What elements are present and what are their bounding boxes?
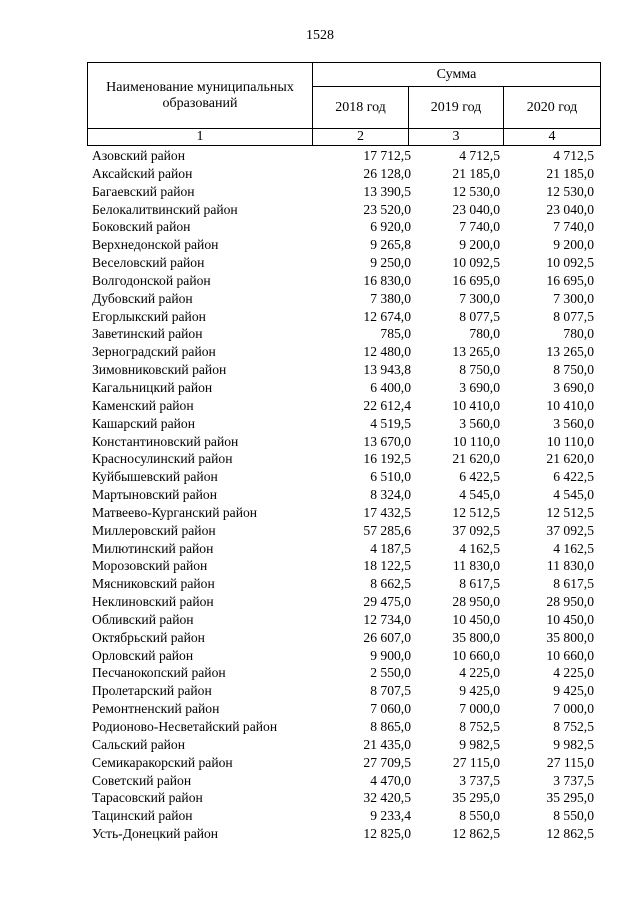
amount-2018: 8 865,0 [370,719,411,734]
amount-2018: 13 670,0 [363,433,411,449]
district-name: Неклиновский район [92,594,214,610]
amount-2018: 29 475,0 [363,594,411,610]
amount-2019: 7 740,0 [459,219,500,235]
amount-2020: 3 690,0 [553,379,594,395]
table-row [87,664,601,682]
amount-2019: 7 000,0 [459,701,500,717]
table-row [87,629,601,647]
district-name: Багаевский район [92,183,195,199]
amount-2020: 27 115,0 [546,754,594,770]
table-row [87,415,601,433]
amount-2020: 35 295,0 [546,790,594,806]
district-name: Константиновский район [92,433,239,449]
amount-2020: 9 425,0 [553,683,594,699]
amount-2019: 8 077,5 [459,308,500,324]
amount-2019: 8 752,5 [459,719,500,734]
page-number: 1528 [306,28,334,43]
table-body [87,147,601,843]
amount-2019: 4 712,5 [459,148,500,163]
amount-2020: 13 265,0 [546,344,594,360]
amount-2019: 8 617,5 [459,576,500,592]
amount-2018: 7 060,0 [370,701,411,717]
table-row [87,718,601,736]
amount-2018: 8 662,5 [370,576,411,592]
table-row [87,308,601,326]
amount-2019: 6 422,5 [459,469,500,485]
table-row [87,397,601,415]
district-name: Родионово-Несветайский район [92,719,278,734]
header-col-number-3: 3 [452,129,460,144]
district-name: Тацинский район [92,808,193,824]
district-name: Зимовниковский район [92,362,227,378]
district-name: Дубовский район [92,290,193,306]
table-row [87,557,601,575]
district-name: Тарасовский район [92,790,203,806]
table-row [87,575,601,593]
amount-2019: 35 295,0 [452,790,500,806]
amount-2019: 28 950,0 [452,594,500,610]
amount-2019: 27 115,0 [452,754,500,770]
amount-2019: 11 830,0 [452,558,500,574]
amount-2019: 780,0 [469,326,500,342]
amount-2020: 8 617,5 [553,576,594,592]
district-name: Октябрьский район [92,629,205,645]
table-row [87,325,601,343]
amount-2018: 16 830,0 [363,272,411,288]
amount-2019: 13 265,0 [452,344,500,360]
amount-2019: 8 750,0 [459,362,500,378]
table-row [87,450,601,468]
header-year-2020: 2020 год [526,99,578,115]
amount-2020: 4 545,0 [553,487,594,503]
header-col-number-2: 2 [357,129,364,144]
district-name: Красносулинский район [92,451,233,467]
amount-2018: 27 709,5 [363,754,411,770]
district-name: Милютинский район [92,540,214,556]
amount-2020: 7 300,0 [553,290,594,306]
amount-2018: 9 233,4 [370,808,411,824]
district-name: Семикаракорский район [92,754,233,770]
table-row [87,611,601,629]
district-name: Кагальницкий район [92,379,213,395]
district-name: Морозовский район [92,558,208,574]
table-row [87,236,601,254]
amount-2018: 8 324,0 [370,487,411,503]
amount-2018: 17 432,5 [363,504,411,520]
amount-2020: 8 550,0 [553,808,594,824]
district-name: Сальский район [92,736,185,752]
amount-2019: 12 862,5 [452,826,500,842]
amount-2020: 23 040,0 [546,201,594,217]
table-row [87,700,601,718]
amount-2020: 8 752,5 [553,719,594,734]
amount-2018: 17 712,5 [363,148,411,163]
amount-2018: 18 122,5 [363,558,411,574]
amount-2018: 4 470,0 [370,772,411,788]
district-name: Песчанокопский район [92,665,226,681]
table-row [87,218,601,236]
amount-2019: 10 110,0 [452,433,500,449]
amount-2018: 6 920,0 [370,219,411,235]
amount-2019: 3 690,0 [459,379,500,395]
amount-2018: 12 734,0 [363,611,411,627]
table-row [87,343,601,361]
amount-2018: 12 480,0 [363,344,411,360]
amount-2020: 21 185,0 [546,165,594,181]
table-row [87,807,601,825]
district-name: Каменский район [92,397,194,413]
district-name: Пролетарский район [92,683,212,699]
amount-2020: 28 950,0 [546,594,594,610]
header-year-2019: 2019 год [430,99,482,115]
amount-2019: 4 162,5 [459,540,500,556]
amount-2019: 21 185,0 [452,165,500,181]
amount-2018: 13 390,5 [363,183,411,199]
header-border-right [600,62,601,146]
amount-2018: 16 192,5 [363,451,411,467]
table-row [87,201,601,219]
amount-2018: 23 520,0 [363,201,411,217]
amount-2020: 10 410,0 [546,397,594,413]
table-row [87,468,601,486]
district-name: Белокалитвинский район [92,201,238,217]
amount-2018: 785,0 [380,326,411,342]
district-name: Веселовский район [92,255,205,271]
amount-2019: 12 512,5 [452,504,500,520]
amount-2020: 37 092,5 [546,522,594,538]
amount-2018: 8 707,5 [370,683,411,699]
amount-2018: 9 265,8 [370,237,411,253]
district-name: Куйбышевский район [92,469,218,485]
amount-2020: 3 737,5 [553,772,594,788]
district-name: Боковский район [92,219,191,235]
table-header [87,62,601,146]
amount-2020: 10 110,0 [546,433,594,449]
district-name: Миллеровский район [92,522,216,538]
amount-2019: 10 092,5 [452,255,500,271]
table-row [87,682,601,700]
amount-2019: 4 545,0 [459,487,500,503]
district-name: Кашарский район [92,415,195,431]
amount-2020: 9 982,5 [553,736,594,752]
district-name: Ремонтненский район [92,701,220,717]
amount-2018: 6 510,0 [370,469,411,485]
amount-2018: 2 550,0 [370,665,411,681]
header-sum-group: Сумма [436,66,477,82]
header-col-number-1: 1 [196,129,204,144]
district-name: Обливский район [92,611,194,627]
table-row [87,593,601,611]
district-name: Орловский район [92,647,194,663]
district-name: Усть-Донецкий район [92,826,219,842]
amount-2018: 22 612,4 [363,397,411,413]
table-row [87,361,601,379]
amount-2018: 9 250,0 [370,255,411,271]
district-name: Егорлыкский район [92,308,206,324]
district-name: Советский район [92,772,192,788]
table-row [87,254,601,272]
table-row [87,540,601,558]
district-name: Аксайский район [92,165,193,181]
table-row [87,736,601,754]
amount-2018: 9 900,0 [370,647,411,663]
amount-2018: 32 420,5 [363,790,411,806]
amount-2020: 6 422,5 [553,469,594,485]
district-name: Мясниковский район [92,576,215,592]
amount-2019: 8 550,0 [459,808,500,824]
amount-2018: 12 825,0 [363,826,411,842]
amount-2020: 9 200,0 [553,237,594,253]
amount-2019: 37 092,5 [452,522,500,538]
amount-2020: 8 750,0 [553,362,594,378]
district-name: Заветинский район [92,326,203,342]
amount-2020: 8 077,5 [553,308,594,324]
amount-2018: 26 607,0 [363,629,411,645]
table-row [87,147,601,165]
amount-2018: 4 519,5 [370,415,411,431]
header-border-bottom [87,145,601,146]
amount-2019: 16 695,0 [452,272,500,288]
amount-2019: 10 660,0 [452,647,500,663]
table-row [87,754,601,772]
amount-2019: 10 410,0 [452,397,500,413]
amount-2020: 35 800,0 [546,629,594,645]
amount-2020: 11 830,0 [546,558,594,574]
amount-2019: 3 737,5 [459,772,500,788]
amount-2020: 10 092,5 [546,255,594,271]
amount-2020: 4 712,5 [553,148,594,163]
district-name: Верхнедонской район [92,237,219,253]
table-row [87,772,601,790]
amount-2019: 35 800,0 [452,629,500,645]
table-row [87,789,601,807]
district-name: Матвеево-Курганский район [92,504,258,520]
amount-2019: 7 300,0 [459,290,500,306]
amount-2020: 10 660,0 [546,647,594,663]
amount-2019: 23 040,0 [452,201,500,217]
amount-2018: 21 435,0 [363,736,411,752]
table-row [87,379,601,397]
district-name: Волгодонской район [92,272,211,288]
table-row [87,290,601,308]
amount-2018: 7 380,0 [370,290,411,306]
table-row [87,183,601,201]
amount-2018: 12 674,0 [363,308,411,324]
amount-2019: 9 200,0 [459,237,500,253]
amount-2019: 21 620,0 [452,451,500,467]
amount-2020: 12 530,0 [546,183,594,199]
amount-2019: 4 225,0 [459,665,500,681]
amount-2020: 4 225,0 [553,665,594,681]
district-name: Азовский район [92,148,186,163]
table-row [87,165,601,183]
amount-2020: 7 000,0 [553,701,594,717]
amount-2020: 4 162,5 [553,540,594,556]
amount-2019: 9 425,0 [459,683,500,699]
header-name-column: Наименование муниципальных образований [106,79,294,111]
header-year-2018: 2018 год [335,99,386,115]
amount-2020: 10 450,0 [546,611,594,627]
amount-2018: 13 943,8 [363,362,411,378]
header-col-number-4: 4 [548,129,556,144]
table-row [87,272,601,290]
table-row [87,486,601,504]
table-row [87,504,601,522]
amount-2018: 57 285,6 [363,522,411,538]
amount-2018: 6 400,0 [370,379,411,395]
table-row [87,825,601,843]
table-row [87,647,601,665]
table-row [87,433,601,451]
district-name: Зерноградский район [92,344,216,360]
amount-2019: 9 982,5 [459,736,500,752]
amount-2019: 12 530,0 [452,183,500,199]
amount-2019: 3 560,0 [459,415,500,431]
amount-2018: 4 187,5 [370,540,411,556]
amount-2020: 3 560,0 [553,415,594,431]
amount-2020: 16 695,0 [546,272,594,288]
amount-2020: 21 620,0 [546,451,594,467]
district-name: Мартыновский район [92,487,217,503]
amount-2019: 10 450,0 [452,611,500,627]
amount-2020: 780,0 [563,326,594,342]
amount-2020: 12 512,5 [546,504,594,520]
table-row [87,522,601,540]
amount-2018: 26 128,0 [363,165,411,181]
amount-2020: 7 740,0 [553,219,594,235]
amount-2020: 12 862,5 [546,826,594,842]
